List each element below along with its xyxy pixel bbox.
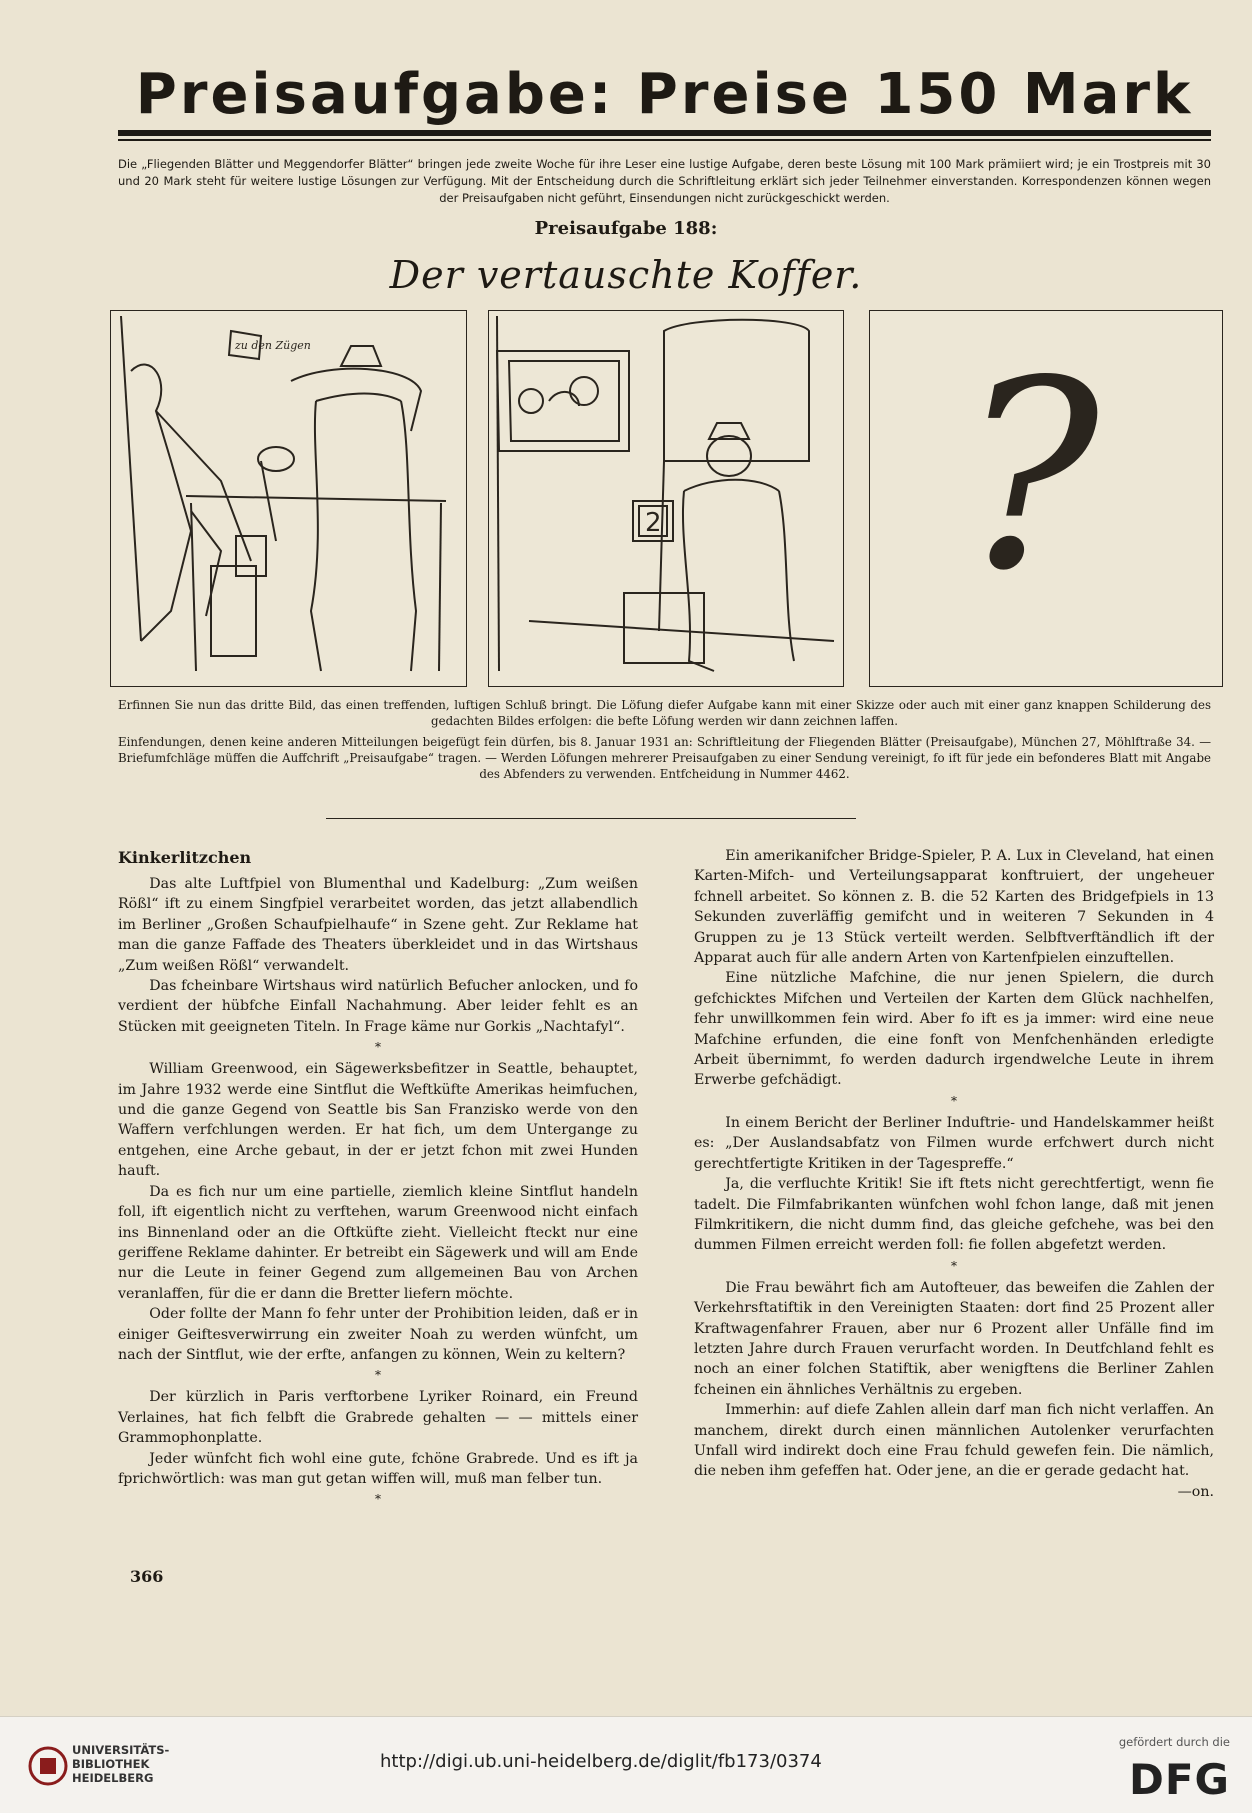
submission-rules: Einfendungen, denen keine anderen Mitteilungen beigefügt fein dürfen, bis 8. Januar 1931 an: Schriftleitung der Fliegenden Blätter (Preisaufgabe), München 27, Möhlftraße 34. — Briefumfchläge müffen die Auffchrift „Preisaufgabe“ tragen. — Werden Löfungen mehrerer Preisaufgaben zu einer Sendung vereinigt, fo ift für jede ein befonderes Blatt mit Angabe des Abfenders zu verwenden. Entfcheidung in Nummer 4462. (118, 735, 1211, 781)
funder-logo: DFG (1128, 1755, 1230, 1804)
cartoon-drawing-1 (111, 311, 466, 686)
cartoon-panel-2 (488, 310, 844, 687)
asterisk-separator: * (951, 1093, 957, 1108)
cartoon-sign: zu den Zügen (235, 339, 311, 352)
right-paragraph-4: Ja, die verfluchte Kritik! Sie ift ftets nicht gerechtfertigt, wenn fie tadelt. Die Filmfabrikanten wünfchen wohl fchon lange, daß mit jenen Filmkritikern, die nicht dumm find, das gleiche gefchehe, was bei den dummen Filmen erreicht werden foll: fie follen abgefetzt werden. (694, 1176, 1214, 1254)
left-paragraph-7: Jeder wünfcht fich wohl eine gute, fchöne Grabrede. Und es ift ja fprichwörtlich: was man gut getan wiffen will, muß man felber tun. (118, 1450, 638, 1487)
asterisk-separator: * (375, 1040, 381, 1055)
asterisk-separator: * (375, 1492, 381, 1507)
author-signoff: —on. (1177, 1483, 1214, 1500)
asterisk-separator: * (375, 1368, 381, 1383)
left-column (118, 846, 638, 1511)
cartoon-drawing-2 (489, 311, 843, 686)
column-heading: Kinkerlitzchen (118, 848, 252, 867)
funded-by-label: gefördert durch die (1118, 1735, 1230, 1749)
intro-paragraph: Die „Fliegenden Blätter und Meggendorfer Blätter“ bringen jede zweite Woche für ihre Leser eine lustige Aufgabe, deren beste Lösung mit 100 Mark prämiiert wird; je ein Trostpreis mit 30 und 20 Mark steht für weitere lustige Lösungen zur Verfügung. Mit der Entscheidung durch die Schriftleitung erklärt sich jeder Teilnehmer einverstanden. Korrespondenzen können wegen der Preisaufgaben nicht geführt, Einsendungen nicht zurückgeschickt werden. (118, 157, 1211, 205)
right-paragraph-6: Immerhin: auf diefe Zahlen allein darf man fich nicht verlaffen. An manchem, direkt durch einen männlichen Autolenker verurfachten Unfall wird indirekt doch eine Frau fchuld gewefen fein. Die nämlich, die neben ihm gefeffen hat. Oder jene, an die er gerade gedacht hat. (694, 1402, 1214, 1480)
right-paragraph-3: In einem Bericht der Berliner Induftrie- und Handelskammer heißt es: „Der Auslandsabfatz von Filmen wurde erfchwert durch nicht gerechtfertigte Kritiken in der Tagespreffe.“ (694, 1114, 1214, 1172)
right-paragraph-1: Ein amerikanifcher Bridge-Spieler, P. A. Lux in Cleveland, hat einen Karten-Mifch- und Verteilungsapparat konftruiert, der ungeheuer fchnell arbeitet. So können z. B. die 52 Karten des Bridgefpiels in 13 Sekunden zuverläffig gemifcht und in weiteren 7 Sekunden in 4 Gruppen zu je 13 Stück verteilt werden. Selbftverftändlich ift der Apparat auch für alle andern Arten von Kartenfpielen einzuftellen. (694, 848, 1214, 967)
viewer-footer (0, 1716, 1252, 1813)
puzzle-instructions: Erfinnen Sie nun das dritte Bild, das einen treffenden, luftigen Schluß bringt. Die Löfung diefer Aufgabe kann mit einer Skizze oder auch mit einer ganz knappen Schilderung des gedachten Bildes erfolgen: die befte Löfung werden wir dann zeichnen laffen. (118, 698, 1211, 728)
right-paragraph-2: Eine nützliche Mafchine, die nur jenen Spielern, die durch gefchicktes Mifchen und Verteilen der Karten dem Glück nachhelfen, fehr unwillkommen fein wird. Aber fo ift es ja immer: wird eine neue Mafchine erfunden, die eine fonft von Menfchenhänden erledigte Arbeit übernimmt, fo werden dadurch irgendwelche Leute in ihrem Erwerbe gefchädigt. (694, 970, 1214, 1089)
left-paragraph-4: Da es fich nur um eine partielle, ziemlich kleine Sintflut handeln foll, ift eigentlich nicht zu verftehen, warum Greenwood nicht einfach ins Binnenland oder an die Oftküfte zieht. Vielleicht fteckt nur eine geriffene Reklame dahinter. Er betreibt ein Sägewerk und will am Ende nur die Leute in feiner Gegend zum allgemeinen Bau von Archen veranlaffen, für die er dann die Bretter liefern möchte. (118, 1183, 638, 1302)
page-headline: Preisaufgabe: Preise 150 Mark (135, 62, 1194, 127)
right-column (694, 846, 1214, 1502)
left-paragraph-2: Das fcheinbare Wirtshaus wird natürlich Befucher anlocken, und fo verdient der hübfche Einfall Nachahmung. Aber leider fehlt es an Stücken mit geeigneten Titeln. In Frage käme nur Gorkis „Nachtafyl“. (118, 978, 638, 1035)
puzzle-number: Preisaufgabe 188: (534, 218, 718, 239)
university-seal-icon (28, 1742, 68, 1790)
compartment-number: 2 (645, 508, 662, 538)
institution-name: UNIVERSITÄTS- BIBLIOTHEK HEIDELBERG (72, 1743, 170, 1785)
question-drawing (870, 311, 1222, 686)
cartoon-panel-3 (869, 310, 1223, 687)
right-paragraph-5: Die Frau bewährt fich am Autofteuer, das beweifen die Zahlen der Verkehrsftatiftik in den Vereinigten Staaten: dort find 25 Prozent aller Kraftwagenfahrer Frauen, aber nur 6 Prozent aller Unfälle find im letzten Jahre durch Frauen verurfacht worden. In Deutfchland fehlt es noch an einer folchen Statiftik, aber wenigftens die Berliner Zahlen fcheinen ein ähnliches Verhältnis zu ergeben. (694, 1279, 1214, 1398)
headline-rule-thin (118, 139, 1211, 141)
left-paragraph-1: Das alte Luftfpiel von Blumenthal und Kadelburg: „Zum weißen Rößl“ ift zu einem Singfpiel verarbeitet worden, das jetzt allabendlich im Berliner „Großen Schaufpielhaufe“ in Szene geht. Zur Reklame hat man die ganze Faffade des Theaters überkleidet und in das Wirtshaus „Zum weißen Rößl“ verwandelt. (118, 876, 638, 974)
section-divider (326, 818, 856, 819)
left-paragraph-6: Der kürzlich in Paris verftorbene Lyriker Roinard, ein Freund Verlaines, hat fich felbft die Grabrede gehalten — — mittels einer Grammophonplatte. (118, 1389, 638, 1447)
question-mark: ? (960, 326, 1100, 628)
puzzle-title: Der vertauschte Koffer. (389, 253, 863, 297)
asterisk-separator: * (951, 1258, 957, 1273)
left-paragraph-5: Oder follte der Mann fo fehr unter der Prohibition leiden, daß er in einiger Geiftesverwirrung ein zweiter Noah zu werden wünfcht, um nach der Sintflut, wie der erfte, anfangen zu können, Wein zu keltern? (118, 1306, 638, 1363)
permalink-url[interactable]: http://digi.ub.uni-heidelberg.de/diglit/fb173/0374 (380, 1751, 822, 1772)
left-paragraph-3: William Greenwood, ein Sägewerksbefitzer in Seattle, behauptet, im Jahre 1932 werde eine Sintflut die Weftküfte Amerikas heimfuchen, und die ganze Gegend von Seattle bis San Franzisko werde von den Waffern verfchlungen werden. Er hat fich, um dem Untergange zu entgehen, eine Arche gebaut, in der er jetzt fchon mit zwei Hunden hauft. (118, 1061, 638, 1180)
page-number: 366 (130, 1567, 164, 1586)
cartoon-panel-1 (110, 310, 467, 687)
headline-rule-thick (118, 130, 1211, 136)
